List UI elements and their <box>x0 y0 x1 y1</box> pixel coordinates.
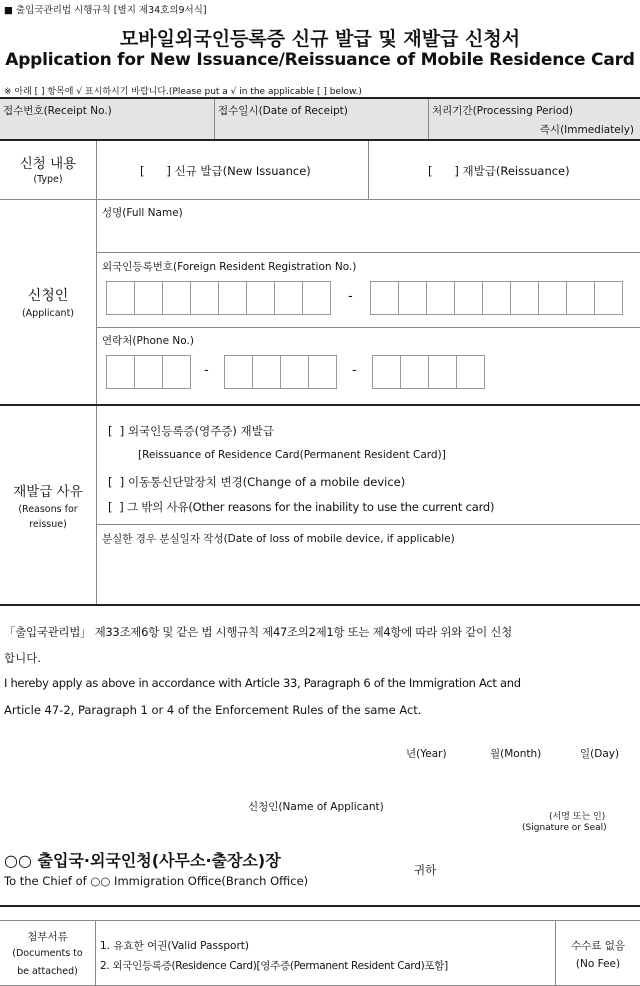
applicant-name-signature-label: 신청인(Name of Applicant) <box>248 801 384 813</box>
instruction-note: ※ 아래 [ ] 항목에 √ 표시하시기 바랍니다.(Please put a √ in the applicable [ ] below.) <box>4 87 362 97</box>
phone-number-part1-boxes[interactable] <box>106 355 190 389</box>
form-title-korean: 모바일외국인등록증 신규 발급 및 재발급 신청서 <box>119 28 521 50</box>
fee-english: (No Fee) <box>575 958 621 970</box>
date-year-label: 년(Year) <box>406 748 447 760</box>
registration-number-dash: - <box>348 289 353 304</box>
declaration-korean-line1: 「출입국관리법」 제33조제6항 및 같은 법 시행규칙 제47조의2제1항 또는 제4항에 따라 위와 같이 신청 <box>4 625 512 639</box>
receipt-number-label: 접수번호(Receipt No.) <box>3 105 112 117</box>
phone-number-label: 연락처(Phone No.) <box>102 335 194 347</box>
applicant-label-korean: 신청인 <box>27 288 69 304</box>
reissue-option-other[interactable]: [ ] 그 밖의 사유(Other reasons for the inability to use the current card) <box>108 500 495 514</box>
signature-or-seal-korean: (서명 또는 인) <box>549 812 606 822</box>
reissue-option-residence-card[interactable]: [ ] 외국인등록증(영주증) 재발급 <box>108 424 274 438</box>
reissue-option-device-change[interactable]: [ ] 이동통신단말장치 변경(Change of a mobile device) <box>108 475 406 489</box>
date-day-label: 일(Day) <box>580 748 620 760</box>
addressee-korean: ○○ 출입국·외국인청(사무소·출장소)장 <box>4 851 281 870</box>
registration-number-front-boxes[interactable] <box>106 281 330 315</box>
full-name-input[interactable] <box>97 222 640 252</box>
attachments-label-english-2: be attached) <box>17 966 78 977</box>
attachments-label-english-1: (Documents to <box>12 948 83 959</box>
form-title-english: Application for New Issuance/Reissuance of Mobile Residence Card <box>5 50 635 70</box>
attachments-label-korean: 첨부서류 <box>27 931 68 943</box>
attachment-item-residence-card: 2. 외국인등록증(Residence Card)[영주증(Permanent Resident Card)포함] <box>100 960 448 972</box>
date-of-receipt-label: 접수일시(Date of Receipt) <box>218 105 348 117</box>
registration-number-label: 외국인등록번호(Foreign Resident Registration No.) <box>102 261 357 273</box>
processing-period-label: 처리기간(Processing Period) <box>432 105 573 117</box>
regulation-reference: ■ 출입국관리법 시행규칙 [별지 제34호의9서식] <box>4 5 207 16</box>
reissue-label-english: (Reasons for reissue) <box>18 504 78 530</box>
phone-number-dash-1: - <box>204 363 209 378</box>
applicant-label-english: (Applicant) <box>21 308 75 319</box>
signature-or-seal-english: (Signature or Seal) <box>522 823 607 833</box>
phone-number-part2-boxes[interactable] <box>224 355 336 389</box>
type-label-korean: 신청 내용 <box>19 156 77 172</box>
reissue-option-residence-card-english: [Reissuance of Residence Card(Permanent Resident Card)] <box>138 449 446 461</box>
declaration-english-line1: I hereby apply as above in accordance with Article 33, Paragraph 6 of the Immigration Act and <box>4 676 521 690</box>
full-name-label: 성명(Full Name) <box>102 207 183 219</box>
attachment-item-passport: 1. 유효한 여권(Valid Passport) <box>100 940 249 952</box>
date-month-label: 월(Month) <box>490 748 542 760</box>
new-issuance-checkbox[interactable]: [ ] 신규 발급(New Issuance) <box>140 164 311 178</box>
loss-date-label: 분실한 경우 분실일자 작성(Date of loss of mobile device, if applicable) <box>102 533 455 545</box>
phone-number-dash-2: - <box>352 363 357 378</box>
phone-number-part3-boxes[interactable] <box>372 355 484 389</box>
declaration-english-line2: Article 47-2, Paragraph 1 or 4 of the Enforcement Rules of the same Act. <box>4 703 422 717</box>
processing-period-value: 즉시(Immediately) <box>539 124 634 136</box>
reissue-label-korean: 재발급 사유 <box>13 484 83 500</box>
registration-number-back-boxes[interactable] <box>370 281 622 315</box>
reissuance-checkbox[interactable]: [ ] 재발급(Reissuance) <box>428 164 570 178</box>
type-label-english: (Type) <box>33 174 63 185</box>
fee-korean: 수수료 없음 <box>570 940 626 952</box>
addressee-english: To the Chief of ○○ Immigration Office(Branch Office) <box>4 874 309 888</box>
honorific-label: 귀하 <box>414 863 437 877</box>
loss-date-input[interactable] <box>97 548 640 602</box>
declaration-korean-line2: 합니다. <box>4 651 41 665</box>
